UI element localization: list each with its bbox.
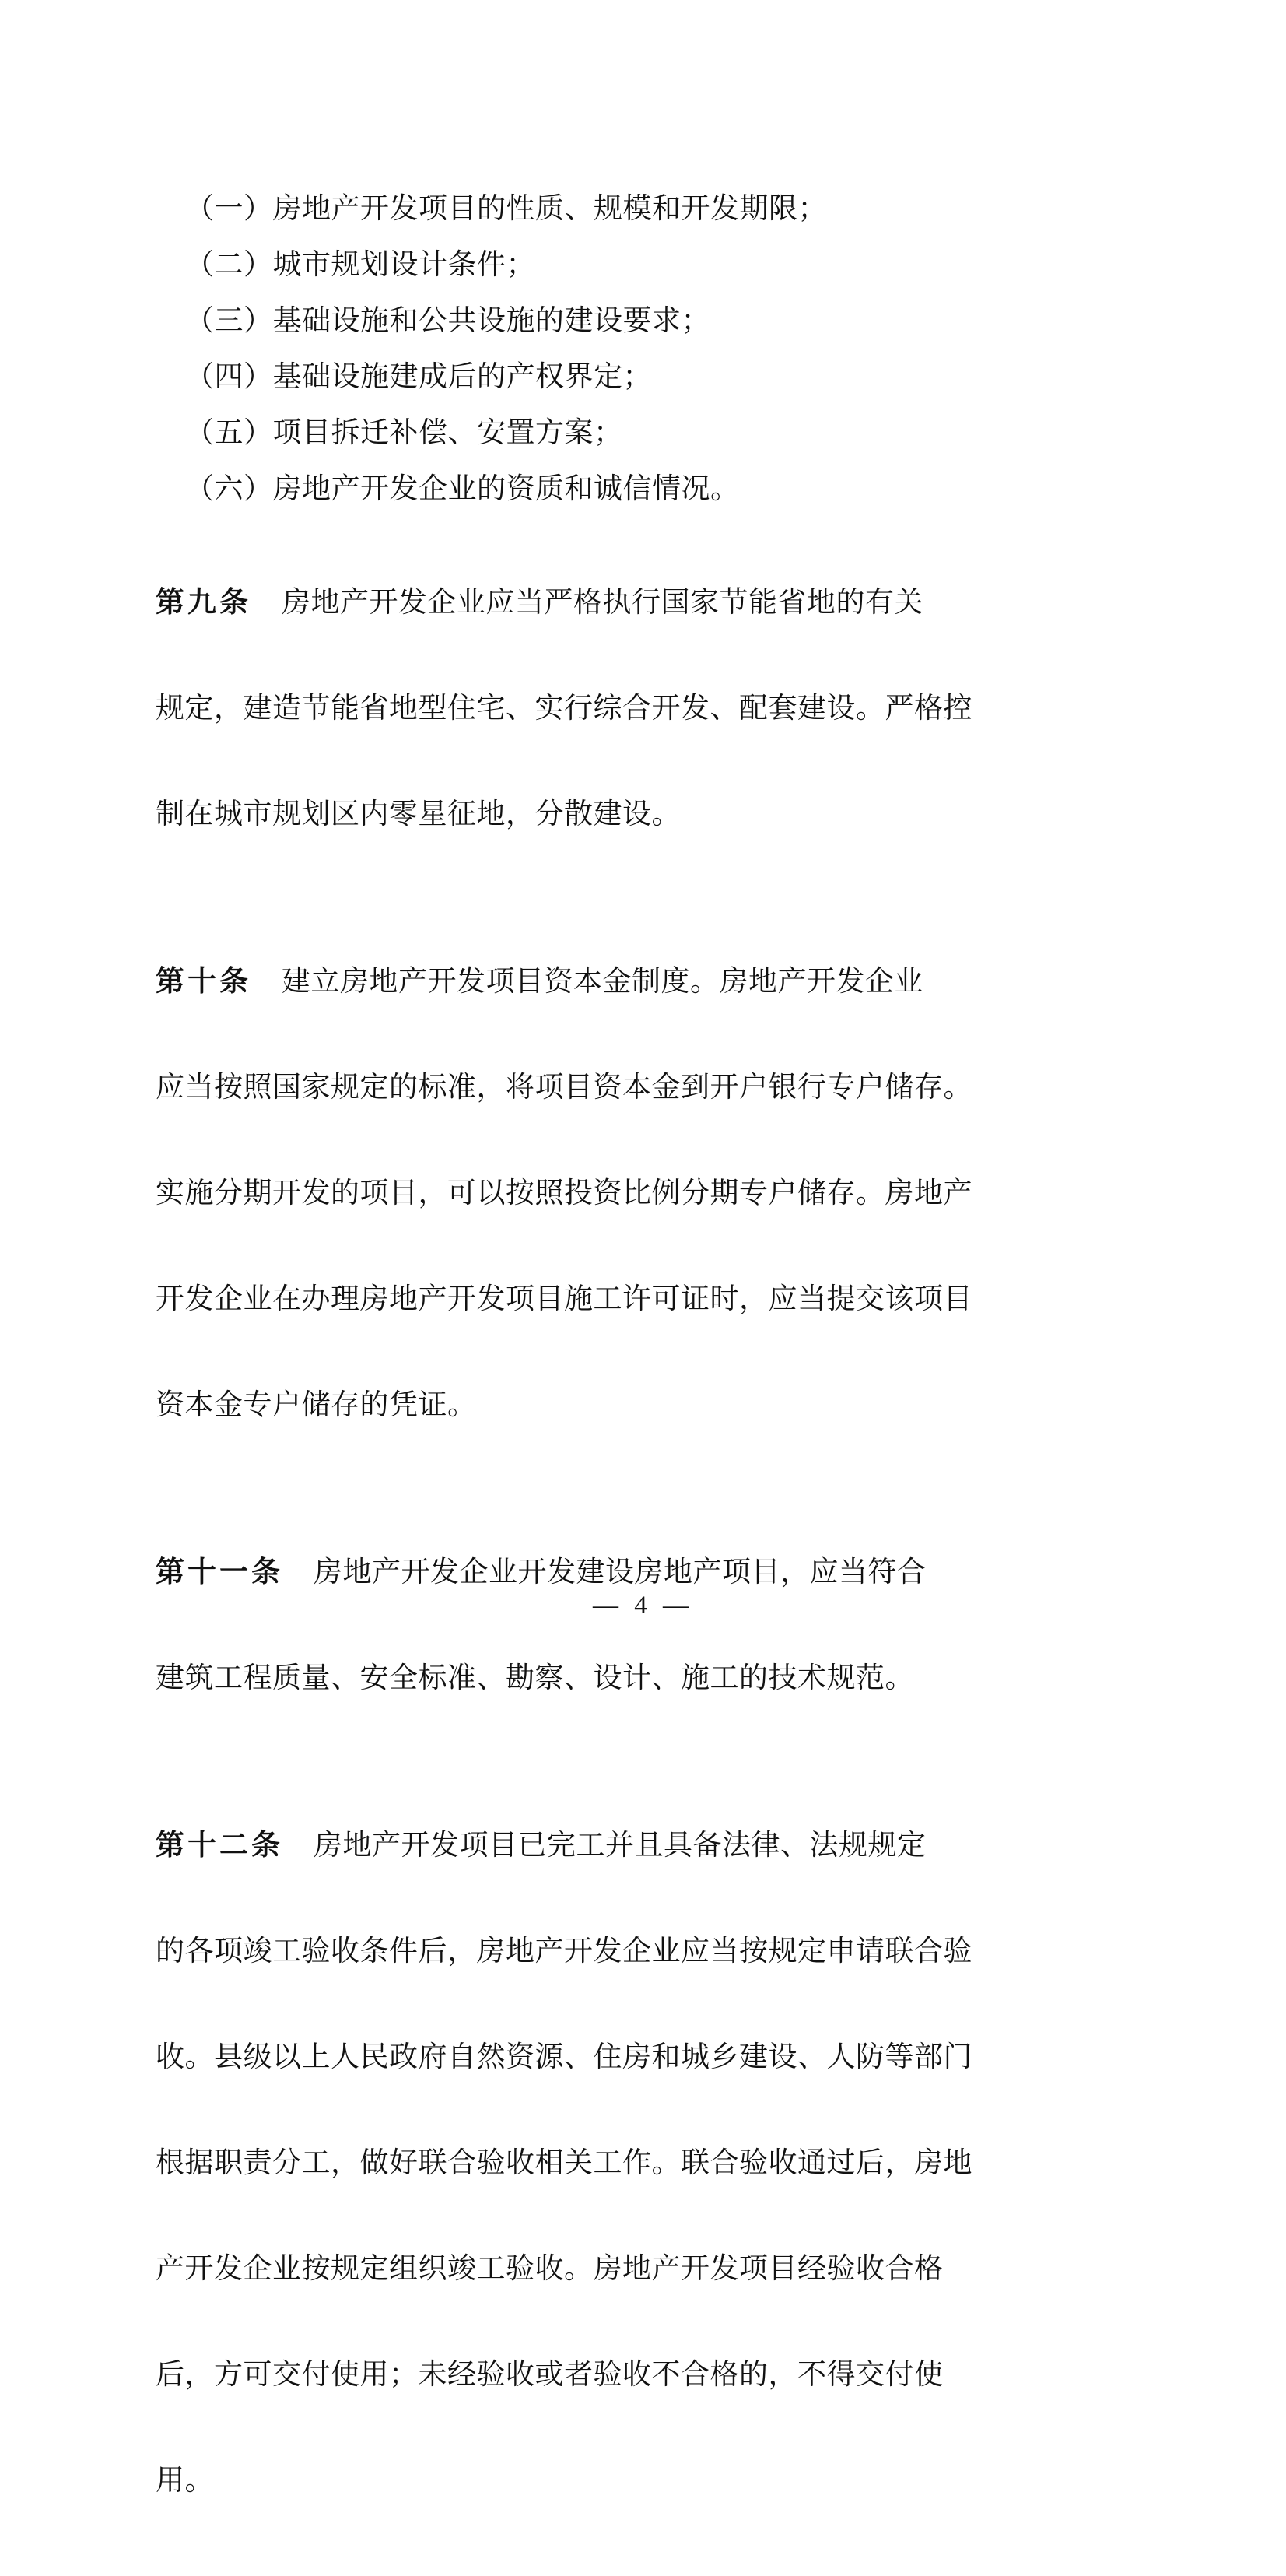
article-first-line <box>156 588 1144 617</box>
article-paragraph <box>156 910 1144 1477</box>
list-item: （二）城市规划设计条件； <box>185 249 535 281</box>
article-title: 第九条 <box>156 587 251 619</box>
list-item: （一）房地产开发项目的性质、规模和开发期限； <box>185 193 827 225</box>
list-item: （四）基础设施建成后的产权界定； <box>185 361 652 393</box>
article-line: 根据职责分工，做好联合验收相关工作。联合验收通过后，房地 <box>156 2147 972 2179</box>
page-footer <box>0 1592 1286 1620</box>
article-paragraph <box>156 1774 1144 2553</box>
article-line: 建立房地产开发项目资本金制度。房地产开发企业 <box>282 966 923 998</box>
article-first-line <box>156 967 1144 996</box>
article-line: 资本金专户储存的凭证。 <box>156 1389 477 1421</box>
article-line: 建筑工程质量、安全标准、勘察、设计、施工的技术规范。 <box>156 1662 914 1694</box>
article-paragraph <box>156 1500 1144 1750</box>
document-body <box>156 195 1144 2576</box>
list-item: （五）项目拆迁补偿、安置方案； <box>185 417 623 449</box>
page-number: — 4 — <box>593 1592 693 1620</box>
article-line: 应当按照国家规定的标准，将项目资本金到开户银行专户储存。 <box>156 1072 972 1104</box>
article-first-line <box>156 1831 1144 1860</box>
article-first-line <box>156 1558 1144 1587</box>
article-line: 房地产开发企业开发建设房地产项目，应当符合 <box>314 1556 927 1588</box>
article-line: 用。 <box>156 2465 214 2497</box>
article-title: 第十一条 <box>156 1556 283 1588</box>
article-title: 第十条 <box>156 966 251 998</box>
article-line: 的各项竣工验收条件后，房地产开发企业应当按规定申请联合验 <box>156 1936 972 1967</box>
article-line: 实施分期开发的项目，可以按照投资比例分期专户储存。房地产 <box>156 1177 972 1209</box>
list-item: （三）基础设施和公共设施的建设要求； <box>185 305 710 337</box>
article-line: 规定，建造节能省地型住宅、实行综合开发、配套建设。严格控 <box>156 693 972 725</box>
article-paragraph <box>156 531 1144 886</box>
article-line: 房地产开发项目已完工并且具备法律、法规规定 <box>314 1830 927 1862</box>
article-line: 收。县级以上人民政府自然资源、住房和城乡建设、人防等部门 <box>156 2041 972 2073</box>
article-line: 后，方可交付使用；未经验收或者验收不合格的，不得交付使 <box>156 2359 944 2391</box>
article-line: 开发企业在办理房地产开发项目施工许可证时，应当提交该项目 <box>156 1283 972 1315</box>
article-title: 第十二条 <box>156 1830 283 1862</box>
article-line: 房地产开发企业应当严格执行国家节能省地的有关 <box>282 587 923 619</box>
article-line: 产开发企业按规定组织竣工验收。房地产开发项目经验收合格 <box>156 2253 944 2285</box>
list-item: （六）房地产开发企业的资质和诚信情况。 <box>185 473 740 505</box>
article-line: 制在城市规划区内零星征地，分散建设。 <box>156 798 681 830</box>
